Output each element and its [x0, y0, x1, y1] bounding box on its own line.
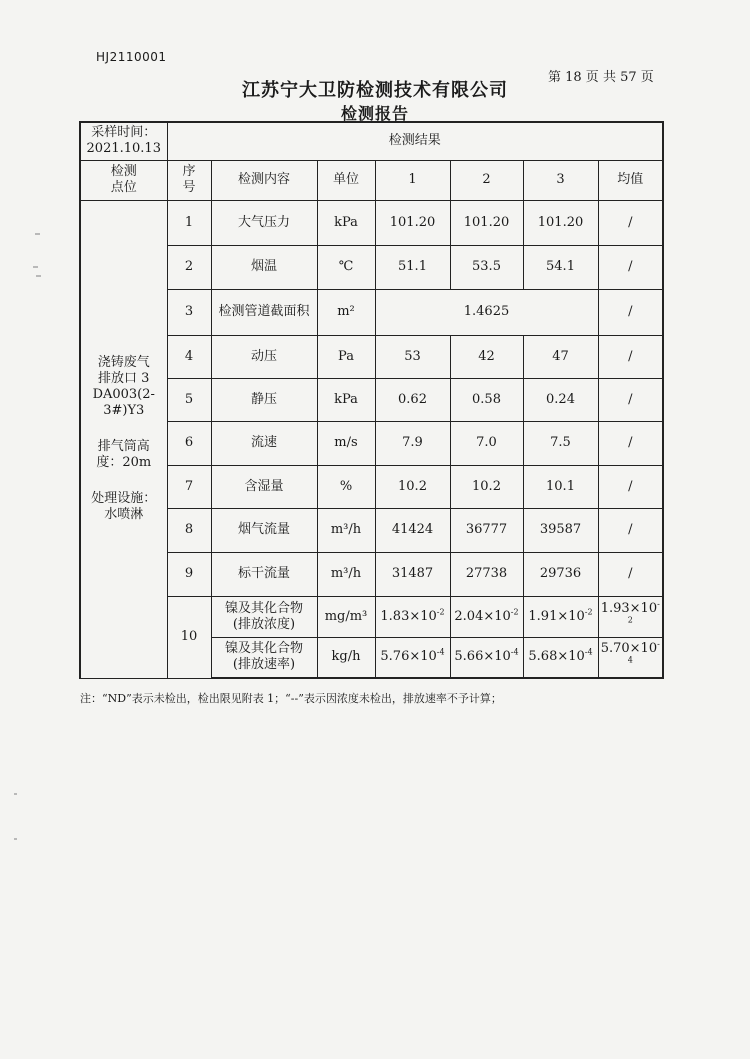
value-cell: 51.1 — [375, 245, 450, 289]
value-exponent: -4 — [627, 639, 660, 665]
avg-cell: / — [598, 465, 663, 508]
value-cell: 101.20 — [450, 200, 523, 245]
site-line: 3#)Y3 — [103, 403, 145, 418]
value-exponent: -4 — [436, 647, 445, 657]
table-row — [80, 552, 663, 596]
value-cell: 47 — [523, 335, 598, 378]
value-cell: 39587 — [523, 508, 598, 552]
item-cell: 流速 — [211, 421, 317, 465]
item-cell: 静压 — [211, 378, 317, 421]
unit-column-header: 单位 — [317, 160, 375, 200]
value-cell: 36777 — [450, 508, 523, 552]
results-table — [79, 121, 664, 679]
site-line: 排放口 3 — [98, 371, 150, 386]
table-row — [80, 508, 663, 552]
seq-cell: 10 — [167, 596, 211, 678]
results-header: 检测结果 — [167, 122, 663, 160]
value-cell: 0.24 — [523, 378, 598, 421]
value-exponent: -2 — [627, 599, 660, 625]
seq-cell: 4 — [167, 335, 211, 378]
value-base: 1.93×10 — [600, 600, 658, 616]
site-header-line: 点位 — [110, 180, 137, 195]
table-row — [80, 245, 663, 289]
value-exponent: -2 — [510, 607, 519, 617]
unit-cell: Pa — [317, 335, 375, 378]
value-cell: 29736 — [523, 552, 598, 596]
seq-column-header — [167, 160, 211, 200]
item-cell: 烟气流量 — [211, 508, 317, 552]
item-cell: 烟温 — [211, 245, 317, 289]
seq-cell: 6 — [167, 421, 211, 465]
value-base: 1.91×10 — [528, 608, 585, 624]
avg-cell: / — [598, 289, 663, 335]
seq-cell: 5 — [167, 378, 211, 421]
value-base: 1.83×10 — [380, 608, 437, 624]
item-cell: 含湿量 — [211, 465, 317, 508]
value-base: 5.66×10 — [454, 649, 511, 665]
facility-line: 水喷淋 — [104, 507, 144, 522]
value-cell — [375, 637, 450, 678]
item-cell: 标干流量 — [211, 552, 317, 596]
scan-speck — [14, 838, 17, 840]
avg-cell: / — [598, 200, 663, 245]
value-cell — [375, 596, 450, 637]
unit-cell: kPa — [317, 378, 375, 421]
table-row — [80, 465, 663, 508]
sampling-time-label: 采样时间： — [91, 125, 157, 141]
unit-cell: m/s — [317, 421, 375, 465]
value-exponent: -4 — [584, 647, 593, 657]
site-column-header — [80, 160, 167, 200]
item-column-header: 检测内容 — [211, 160, 317, 200]
value-cell: 7.9 — [375, 421, 450, 465]
unit-cell: kg/h — [317, 637, 375, 678]
sampling-date: 2021.10.13 — [86, 141, 161, 157]
value-exponent: -4 — [510, 647, 519, 657]
avg-cell: / — [598, 552, 663, 596]
stack-height-line: 排气筒高 — [97, 439, 150, 454]
item-cell — [211, 637, 317, 678]
value-cell: 10.2 — [450, 465, 523, 508]
table-row — [80, 289, 663, 335]
run3-column-header: 3 — [523, 160, 598, 200]
item-line: (排放速率) — [232, 657, 296, 673]
table-row — [80, 335, 663, 378]
value-cell: 0.62 — [375, 378, 450, 421]
avg-cell — [598, 637, 663, 678]
value-cell — [450, 596, 523, 637]
site-cell — [80, 200, 167, 678]
value-base: 5.76×10 — [380, 649, 437, 665]
seq-header-line: 号 — [182, 180, 196, 195]
value-cell — [523, 596, 598, 637]
value-cell: 31487 — [375, 552, 450, 596]
item-line: (排放浓度) — [232, 616, 296, 632]
seq-cell: 8 — [167, 508, 211, 552]
footnote: 注：“ND”表示未检出，检出限见附表 1；“--”表示因浓度未检出，排放速率不予计算； — [80, 692, 502, 705]
item-cell: 检测管道截面积 — [211, 289, 317, 335]
item-cell — [211, 596, 317, 637]
value-cell: 27738 — [450, 552, 523, 596]
table-row — [80, 200, 663, 245]
run1-column-header: 1 — [375, 160, 450, 200]
value-cell: 53 — [375, 335, 450, 378]
seq-cell: 9 — [167, 552, 211, 596]
site-header-line: 检测 — [110, 164, 137, 179]
value-exponent: -2 — [584, 607, 593, 617]
item-line: 镍及其化合物 — [224, 600, 303, 616]
site-line: 浇铸废气 — [97, 355, 150, 370]
value-cell: 7.0 — [450, 421, 523, 465]
value-cell: 10.2 — [375, 465, 450, 508]
unit-cell: % — [317, 465, 375, 508]
item-line: 镍及其化合物 — [224, 641, 303, 657]
value-cell: 54.1 — [523, 245, 598, 289]
avg-cell: / — [598, 335, 663, 378]
value-cell — [450, 637, 523, 678]
value-cell: 7.5 — [523, 421, 598, 465]
sampling-time-cell — [80, 122, 167, 160]
report-title: 检测报告 — [340, 104, 409, 123]
table-row — [80, 378, 663, 421]
value-base: 5.68×10 — [528, 649, 585, 665]
stack-height-line: 度：20m — [96, 455, 152, 470]
scan-speck — [36, 275, 41, 277]
value-cell: 10.1 — [523, 465, 598, 508]
unit-cell: kPa — [317, 200, 375, 245]
avg-cell: / — [598, 245, 663, 289]
value-cell: 101.20 — [375, 200, 450, 245]
table-row — [80, 421, 663, 465]
unit-cell: ℃ — [317, 245, 375, 289]
seq-header-line: 序 — [182, 164, 196, 179]
unit-cell: mg/m³ — [317, 596, 375, 637]
site-line: DA003(2- — [92, 387, 155, 402]
table-row — [80, 596, 663, 637]
seq-cell: 7 — [167, 465, 211, 508]
page-indicator: 第 18 页 共 57 页 — [548, 70, 654, 85]
avg-cell: / — [598, 421, 663, 465]
seq-cell: 3 — [167, 289, 211, 335]
avg-cell: / — [598, 508, 663, 552]
scan-speck — [14, 793, 17, 795]
value-cell — [523, 637, 598, 678]
scan-speck — [33, 266, 38, 268]
avg-column-header: 均值 — [598, 160, 663, 200]
value-cell: 42 — [450, 335, 523, 378]
value-cell: 53.5 — [450, 245, 523, 289]
item-cell: 大气压力 — [211, 200, 317, 245]
run2-column-header: 2 — [450, 160, 523, 200]
avg-cell — [598, 596, 663, 637]
unit-cell: m³/h — [317, 552, 375, 596]
unit-cell: m² — [317, 289, 375, 335]
value-cell: 0.58 — [450, 378, 523, 421]
seq-cell: 1 — [167, 200, 211, 245]
facility-line: 处理设施： — [91, 491, 157, 506]
unit-cell: m³/h — [317, 508, 375, 552]
avg-cell: / — [598, 378, 663, 421]
scan-speck — [35, 233, 40, 235]
seq-cell: 2 — [167, 245, 211, 289]
item-cell: 动压 — [211, 335, 317, 378]
merged-value-cell: 1.4625 — [375, 289, 598, 335]
value-cell: 101.20 — [523, 200, 598, 245]
value-cell: 41424 — [375, 508, 450, 552]
value-base: 2.04×10 — [454, 608, 511, 624]
document-code: HJ2110001 — [96, 50, 167, 64]
value-exponent: -2 — [436, 607, 445, 617]
company-name: 江苏宁大卫防检测技术有限公司 — [242, 80, 508, 101]
value-base: 5.70×10 — [600, 641, 658, 657]
